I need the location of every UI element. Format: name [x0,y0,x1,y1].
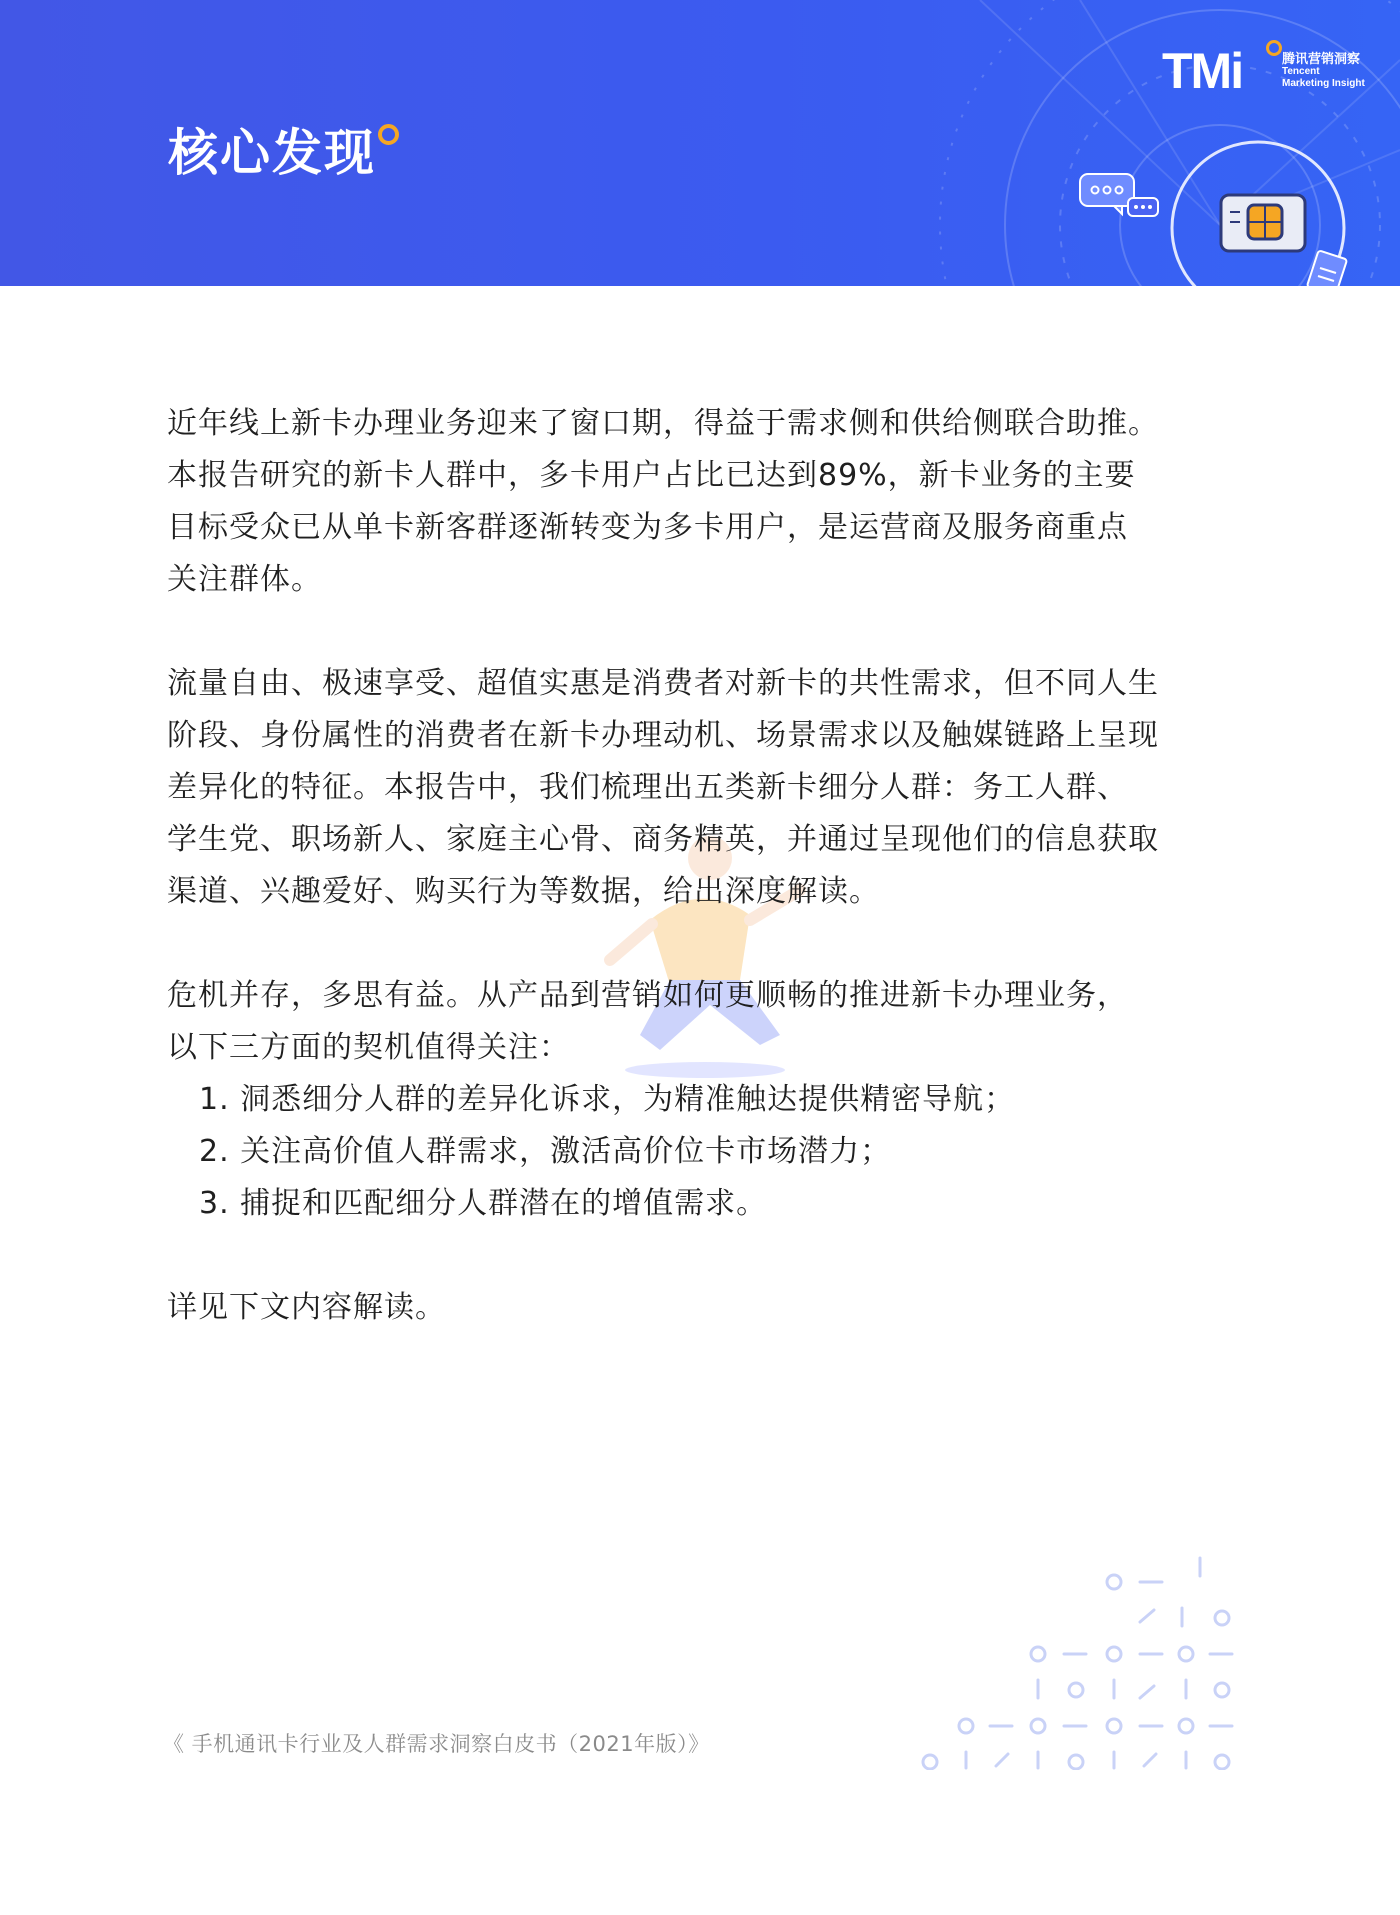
header-banner [0,0,1400,286]
paragraph-market-window: 近年线上新卡办理业务迎来了窗口期，得益于需求侧和供给侧联合助推。 本报告研究的新卡人群中，多卡用户占比已达到89%，新卡业务的主要 目标受众已从单卡新客群逐渐转变为多卡用户，是运营商及服务商重点 关注群体。 [167,406,1159,597]
paragraph-opportunities: 危机并存，多思有益。从产品到营销如何更顺畅的推进新卡办理业务， 以下三方面的契机值得关注： [167,978,1128,1065]
sim-card-icon [1218,192,1308,256]
paragraph-closing: 详见下文内容解读。 [167,1290,446,1325]
page-title: 核心发现 [168,124,376,182]
document-icon [1306,248,1350,286]
list-item: 2. 关注高价值人群需求，激活高价位卡市场潜力； [199,1134,892,1169]
logo-mark: TMi [1162,43,1243,99]
paragraph-segments: 流量自由、极速享受、超值实惠是消费者对新卡的共性需求，但不同人生 阶段、身份属性的消费者在新卡办理动机、场景需求以及触媒链路上呈现 差异化的特征。本报告中，我们梳理出五类新卡细分人群：务工人群、 学生党、职场新人、家庭主心骨、商务精英，并通过呈现他们的信息获取 渠道、兴趣爱好、购买行为等数据，给出深度解读。 [167,666,1159,909]
logo-dot-icon [1266,40,1282,56]
dot-line-grid-decoration [910,1540,1240,1770]
opportunity-list [167,1074,1247,1230]
source-footnote: 《 手机通讯卡行业及人群需求洞察白皮书（2021年版）》 [163,1732,710,1756]
chat-bubble-icon [1078,172,1160,222]
logo-cn-text: 腾讯营销洞察 [1282,52,1361,67]
title-accent-dot [378,124,399,145]
list-item: 1. 洞悉细分人群的差异化诉求，为精准触达提供精密导航； [199,1082,1016,1117]
list-item: 3. 捕捉和匹配细分人群潜在的增值需求。 [199,1186,768,1221]
logo-en-text: Tencent Marketing Insight [1282,66,1365,89]
main-content [167,398,1247,1386]
